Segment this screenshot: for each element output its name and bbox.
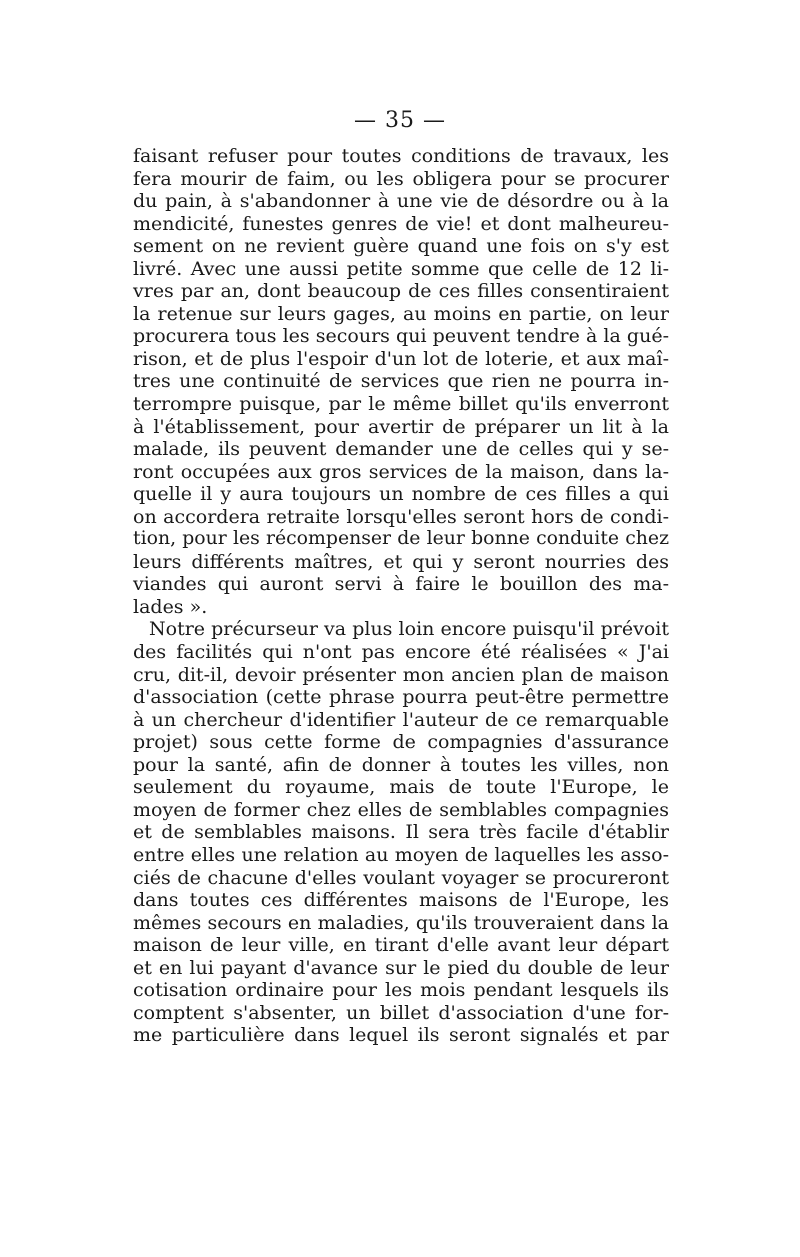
text-line: cru, dit-il, devoir présenter mon ancien plan de maison [133, 663, 669, 686]
text-line: sement on ne revient guère quand une fois on s'y est [133, 235, 669, 258]
text-line: procurera tous les secours qui peuvent tendre à la gué- [133, 325, 669, 348]
text-line: on accordera retraite lorsqu'elles seront hors de condi- [133, 505, 669, 528]
text-line: malade, ils peuvent demander une de celles qui y se- [133, 438, 669, 461]
text-line: entre elles une relation au moyen de laquelles les asso- [133, 843, 669, 866]
text-line: à l'établissement, pour avertir de préparer un lit à la [133, 415, 669, 438]
text-line: et en lui payant d'avance sur le pied du double de leur [133, 956, 669, 979]
text-line: viandes qui auront servi à faire le bouillon des ma- [133, 573, 669, 596]
text-line: quelle il y aura toujours un nombre de ces filles a qui [133, 483, 669, 506]
text-line: Notre précurseur va plus loin encore puisqu'il prévoit [149, 618, 669, 641]
text-line: la retenue sur leurs gages, au moins en partie, on leur [133, 302, 669, 325]
text-line: faisant refuser pour toutes conditions de travaux, les [133, 145, 669, 167]
text-line: livré. Avec une aussi petite somme que celle de 12 li- [133, 257, 669, 280]
page-number: — 35 — [354, 108, 446, 133]
text-line: seulement du royaume, mais de toute l'Europe, le [133, 776, 669, 799]
text-line: lades ». [133, 595, 208, 618]
text-line: pour la santé, afin de donner à toutes les villes, non [133, 753, 669, 776]
text-line: maison de leur ville, en tirant d'elle avant leur départ [133, 934, 669, 957]
text-line: d'association (cette phrase pourra peut-être permettre [133, 686, 669, 709]
text-line: terrompre puisque, par le même billet qu'ils enverront [133, 393, 669, 416]
text-line: ciés de chacune d'elles voulant voyager se procureront [133, 866, 669, 889]
text-line: rison, et de plus l'espoir d'un lot de loterie, et aux maî- [133, 347, 669, 370]
text-line: fera mourir de faim, ou les obligera pour se procurer [133, 167, 669, 190]
text-line: vres par an, dont beaucoup de ces filles consentiraient [133, 280, 669, 303]
text-line: me particulière dans lequel ils seront signalés et par [133, 1024, 669, 1047]
text-line: mendicité, funestes genres de vie! et dont malheureu- [133, 212, 669, 235]
text-line: tres une continuité de services que rien ne pourra in- [133, 370, 669, 393]
text-line: tion, pour les récompenser de leur bonne conduite chez [133, 528, 669, 550]
text-line: ront occupées aux gros services de la maison, dans la- [133, 460, 669, 483]
body-text [133, 145, 669, 1047]
text-line: comptent s'absenter, un billet d'association d'une for- [133, 1001, 669, 1024]
text-line: projet) sous cette forme de compagnies d'assurance [133, 731, 669, 754]
text-line: cotisation ordinaire pour les mois pendant lesquels ils [133, 979, 669, 1002]
text-line: dans toutes ces différentes maisons de l'Europe, les [133, 889, 669, 912]
text-line: à un chercheur d'identifier l'auteur de ce remarquable [133, 708, 669, 731]
text-line: leurs différents maîtres, et qui y seront nourries des [133, 550, 669, 573]
text-line: moyen de former chez elles de semblables compagnies [133, 798, 669, 821]
text-line: et de semblables maisons. Il sera très facile d'établir [133, 821, 669, 844]
text-line: du pain, à s'abandonner à une vie de désordre ou à la [133, 190, 669, 213]
text-line: mêmes secours en maladies, qu'ils trouveraient dans la [133, 911, 669, 934]
text-line: des facilités qui n'ont pas encore été réalisées « J'ai [133, 641, 669, 664]
